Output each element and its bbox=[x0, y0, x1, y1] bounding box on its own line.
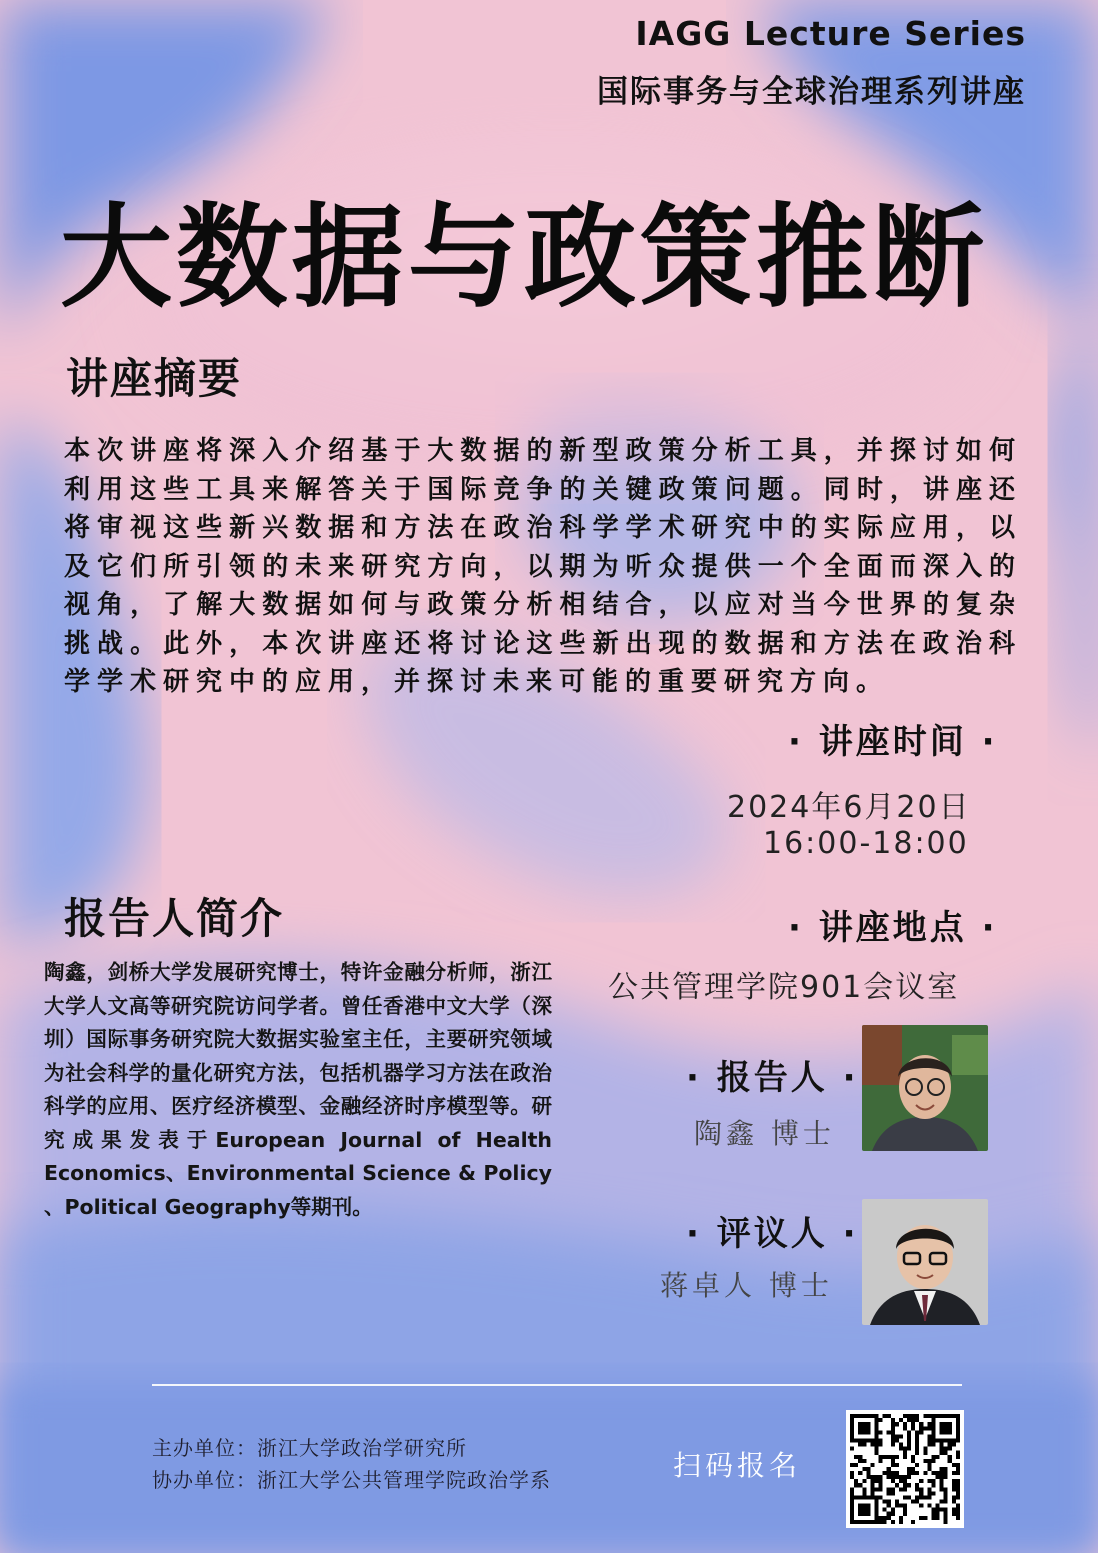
lecture-date: 2024年6月20日 bbox=[727, 790, 971, 825]
location-value: 公共管理学院901会议室 bbox=[608, 970, 960, 1005]
series-title-zh: 国际事务与全球治理系列讲座 bbox=[597, 74, 1026, 110]
lecture-title: 大数据与政策推断 bbox=[60, 193, 988, 323]
footer-divider bbox=[152, 1384, 962, 1386]
location-heading: · 讲座地点 · bbox=[788, 908, 998, 948]
discussant-heading: · 评议人 · bbox=[686, 1214, 859, 1254]
speaker-heading: · 报告人 · bbox=[686, 1058, 859, 1098]
registration-qr-code[interactable] bbox=[846, 1410, 964, 1528]
discussant-name: 蒋卓人 博士 bbox=[660, 1269, 833, 1302]
abstract-text: 本次讲座将深入介绍基于大数据的新型政策分析工具，并探讨如何利用这些工具来解答关于国际竞争的关键政策问题。同时，讲座还将审视这些新兴数据和方法在政治科学学术研究中的实际应用，以及它们所引领的未来研究方向，以期为听众提供一个全面而深入的视角，了解大数据如何与政策分析相结合，以应对当今世界的复杂挑战。此外，本次讲座还将讨论这些新出现的数据和方法在政治科学学术研究中的应用，并探讨未来可能的重要研究方向。 bbox=[64, 436, 1022, 697]
discussant-photo bbox=[862, 1199, 988, 1325]
cohost-organization: 协办单位：浙江大学公共管理学院政治学系 bbox=[152, 1468, 551, 1492]
speaker-photo bbox=[862, 1025, 988, 1151]
speaker-bio-text: 陶鑫，剑桥大学发展研究博士，特许金融分析师，浙江大学人文高等研究院访问学者。曾任香港中文大学（深圳）国际事务研究院大数据实验室主任，主要研究领域为社会科学的量化研究方法，包括机器学习方法在政治科学的应用、医疗经济模型、金融经济时序模型等。研究成果发表于European Journal of Health Economics、Environmental Science & Policy 、Political Geography等期刊。 bbox=[44, 960, 552, 1219]
host-organization: 主办单位：浙江大学政治学研究所 bbox=[152, 1436, 467, 1460]
series-title-en: IAGG Lecture Series bbox=[635, 14, 1026, 53]
speaker-name: 陶鑫 博士 bbox=[694, 1117, 835, 1150]
speaker-bio-heading: 报告人简介 bbox=[64, 894, 285, 943]
abstract-heading: 讲座摘要 bbox=[66, 354, 243, 403]
time-heading: · 讲座时间 · bbox=[788, 722, 998, 762]
lecture-hours: 16:00-18:00 bbox=[763, 826, 969, 861]
scan-to-register-label: 扫码报名 bbox=[673, 1449, 802, 1482]
